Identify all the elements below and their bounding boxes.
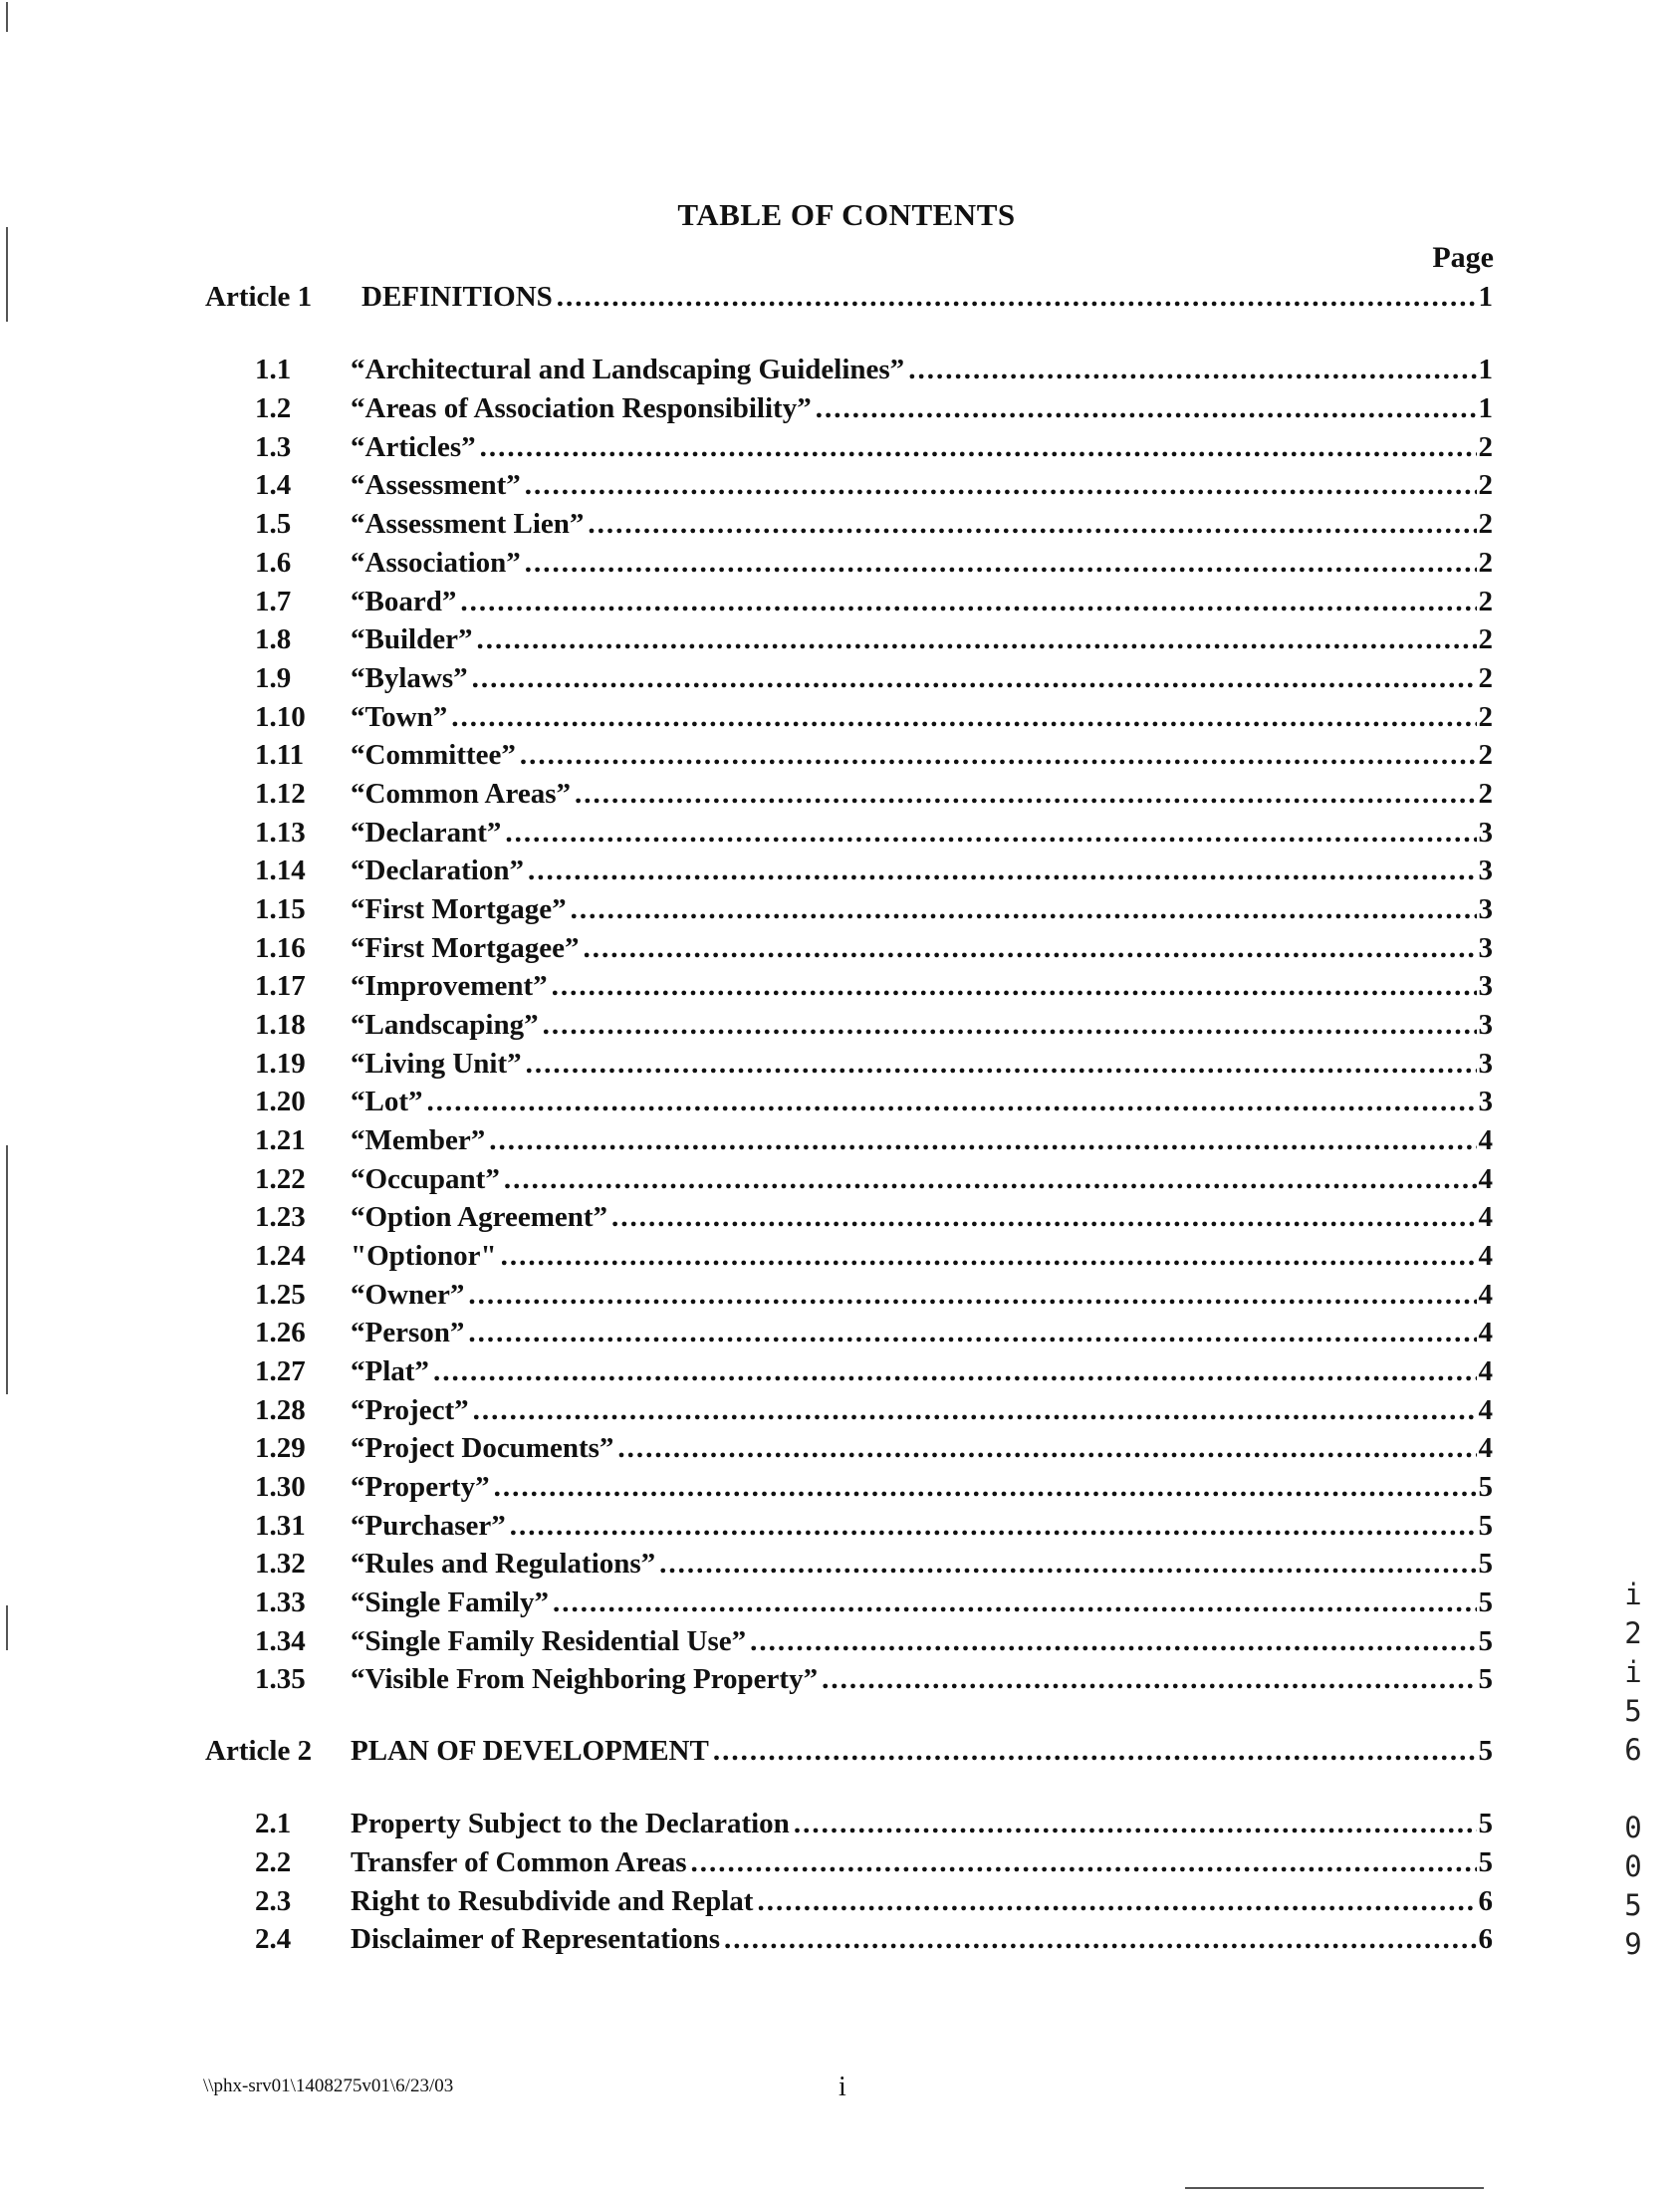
toc-section-row (255, 1394, 1493, 1432)
toc-dot-leader (549, 1586, 1477, 1619)
toc-entry-number: 1.12 (255, 778, 306, 810)
toc-dot-leader (476, 431, 1477, 464)
toc-entry-label: “Living Unit” (351, 1048, 522, 1080)
toc-dot-leader (429, 1355, 1477, 1388)
toc-entry-number: 1.14 (255, 854, 306, 886)
toc-entry-page: 2 (1478, 662, 1493, 694)
toc-entry-page: 5 (1478, 1510, 1493, 1542)
toc-dot-leader (567, 893, 1477, 926)
toc-entry-label: “Architectural and Landscaping Guidelines” (351, 354, 905, 385)
toc-entry-number: 1.28 (255, 1394, 306, 1426)
toc-entry-page: 3 (1478, 1048, 1493, 1080)
toc-entry-label: “Improvement” (351, 970, 548, 1002)
toc-entry-page: 2 (1478, 431, 1493, 463)
toc-dot-leader (709, 1735, 1477, 1768)
toc-entry-label: “Project” (351, 1394, 469, 1426)
toc-section-row (255, 1124, 1493, 1162)
toc-dot-leader (904, 354, 1476, 386)
toc-entry-label: “Assessment” (351, 469, 521, 501)
toc-entry-number: 1.13 (255, 817, 306, 849)
toc-entry-label: “Town” (351, 701, 448, 733)
toc-dot-leader (464, 1317, 1476, 1349)
toc-entry-number: 1.22 (255, 1163, 306, 1195)
toc-entry-number: 1.1 (255, 354, 292, 385)
toc-title: TABLE OF CONTENTS (677, 197, 1016, 232)
toc-entry-number: 1.15 (255, 893, 306, 925)
toc-entry-label: “Areas of Association Responsibility” (351, 392, 812, 424)
toc-entry-page: 3 (1478, 1009, 1493, 1041)
toc-section-row (255, 508, 1493, 546)
toc-entry-label: “Builder” (351, 623, 473, 655)
toc-section-row (255, 854, 1493, 892)
toc-entry-number: 1.21 (255, 1124, 306, 1156)
toc-entry-page: 5 (1478, 1663, 1493, 1695)
toc-entry-number: 1.5 (255, 508, 292, 540)
toc-entry-number: 1.31 (255, 1510, 306, 1542)
toc-entry-number: 1.11 (255, 739, 305, 771)
toc-entry-page: 4 (1478, 1432, 1493, 1464)
toc-entry-page: 2 (1478, 547, 1493, 579)
toc-entry-label: “Declarant” (351, 817, 502, 849)
toc-entry-page: 5 (1478, 1548, 1493, 1580)
toc-entry-page: 6 (1478, 1885, 1493, 1917)
toc-entry-page: 2 (1478, 623, 1493, 655)
toc-entry-page: 3 (1478, 1086, 1493, 1117)
stamp-character: 0 (1624, 1849, 1642, 1883)
toc-entry-number: Article 1 (205, 281, 313, 313)
toc-entry-label: “Common Areas” (351, 778, 571, 810)
toc-section-row (255, 1355, 1493, 1393)
toc-section-row (255, 469, 1493, 507)
toc-entry-number: 1.24 (255, 1240, 306, 1272)
toc-entry-page: 2 (1478, 778, 1493, 810)
toc-dot-leader (522, 1048, 1477, 1081)
toc-dot-leader (469, 1394, 1477, 1427)
toc-dot-leader (720, 1923, 1476, 1956)
toc-section-row (255, 623, 1493, 661)
toc-dot-leader (472, 623, 1476, 656)
toc-section-row (255, 1240, 1493, 1278)
toc-entry-number: 1.33 (255, 1586, 306, 1618)
scan-mark (6, 227, 8, 322)
toc-dot-leader (423, 1086, 1477, 1118)
toc-entry-number: 1.27 (255, 1355, 306, 1387)
toc-dot-leader (501, 817, 1476, 850)
toc-dot-leader (553, 281, 1477, 314)
toc-entry-page: 5 (1478, 1735, 1493, 1767)
toc-entry-label: “Single Family Residential Use” (351, 1625, 747, 1657)
toc-entry-number: 1.30 (255, 1471, 306, 1503)
toc-section-row (255, 1625, 1493, 1663)
toc-section-row (255, 1009, 1493, 1047)
toc-entry-page: 3 (1478, 932, 1493, 964)
toc-dot-leader (548, 970, 1477, 1003)
toc-dot-leader (539, 1009, 1477, 1042)
side-recording-stamp (1615, 1576, 1651, 1964)
toc-entry-label: Right to Resubdivide and Replat (351, 1885, 754, 1917)
toc-dot-leader (790, 1808, 1477, 1840)
toc-entry-number: 2.1 (255, 1808, 292, 1839)
toc-entry-number: 2.3 (255, 1885, 292, 1917)
scan-mark (6, 1145, 8, 1394)
toc-dot-leader (447, 701, 1476, 734)
toc-section-row (255, 1846, 1493, 1884)
toc-section-row (255, 1201, 1493, 1239)
toc-dot-leader (746, 1625, 1476, 1658)
toc-section-row (255, 1086, 1493, 1123)
toc-entry-number: 1.3 (255, 431, 292, 463)
toc-entry-label: “First Mortgage” (351, 893, 567, 925)
toc-entry-page: 4 (1478, 1394, 1493, 1426)
toc-entry-number: 1.9 (255, 662, 292, 694)
toc-entry-page: 2 (1478, 508, 1493, 540)
toc-entry-label: Disclaimer of Representations (351, 1923, 721, 1955)
toc-section-row (255, 970, 1493, 1008)
toc-section-row (255, 932, 1493, 970)
toc-entry-number: 1.16 (255, 932, 306, 964)
toc-dot-leader (490, 1471, 1477, 1504)
toc-entry-page: 4 (1478, 1201, 1493, 1233)
toc-entry-label: “Rules and Regulations” (351, 1548, 656, 1580)
toc-section-row (255, 1548, 1493, 1586)
stamp-character: 6 (1624, 1733, 1642, 1767)
toc-section-row (255, 1432, 1493, 1470)
toc-section-row (255, 1923, 1493, 1961)
stamp-character: 9 (1624, 1927, 1642, 1961)
toc-entry-number: 1.6 (255, 547, 292, 579)
toc-entry-page: 5 (1478, 1625, 1493, 1657)
stamp-character: i (1624, 1578, 1642, 1611)
toc-entry-number: 1.8 (255, 623, 292, 655)
toc-dot-leader (571, 778, 1477, 811)
toc-entry-page: 1 (1478, 392, 1493, 424)
toc-section-row (255, 1471, 1493, 1509)
toc-section-row (255, 701, 1493, 739)
toc-entry-label: “Member” (351, 1124, 486, 1156)
toc-entry-page: 3 (1478, 970, 1493, 1002)
toc-entry-page: 2 (1478, 701, 1493, 733)
toc-section-row (255, 1663, 1493, 1701)
toc-entry-page: 5 (1478, 1846, 1493, 1878)
toc-dot-leader (818, 1663, 1476, 1696)
toc-entry-page: 3 (1478, 893, 1493, 925)
page-column-header: Page (1432, 241, 1494, 274)
stamp-character (1615, 1770, 1651, 1809)
toc-entry-label: “Single Family” (351, 1586, 549, 1618)
toc-section-row (255, 1510, 1493, 1548)
toc-section-row (255, 739, 1493, 777)
toc-entry-number: 1.7 (255, 586, 292, 617)
toc-dot-leader (464, 1279, 1476, 1312)
toc-entry-page: 4 (1478, 1163, 1493, 1195)
toc-dot-leader (524, 854, 1477, 887)
toc-dot-leader (506, 1510, 1477, 1543)
stamp-character: 2 (1624, 1616, 1642, 1650)
toc-section-row (255, 1885, 1493, 1923)
toc-section-row (255, 431, 1493, 469)
toc-entry-label: “Committee” (351, 739, 516, 771)
toc-entry-label: “Association” (351, 547, 521, 579)
toc-entry-page: 4 (1478, 1317, 1493, 1348)
toc-entry-number: 1.4 (255, 469, 292, 501)
toc-entry-number: 1.29 (255, 1432, 306, 1464)
toc-entry-page: 6 (1478, 1923, 1493, 1955)
toc-section-row (255, 1048, 1493, 1086)
toc-entry-label: Property Subject to the Declaration (351, 1808, 790, 1839)
toc-entry-number: Article 2 (205, 1735, 313, 1767)
toc-entry-page: 4 (1478, 1279, 1493, 1311)
scan-mark (6, 1605, 8, 1650)
toc-section-row (255, 1279, 1493, 1317)
toc-entry-label: “Property” (351, 1471, 490, 1503)
toc-entry-page: 5 (1478, 1808, 1493, 1839)
stamp-character: i (1624, 1655, 1642, 1689)
toc-entry-label: “Person” (351, 1317, 465, 1348)
toc-entry-number: 1.10 (255, 701, 306, 733)
toc-entry-number: 1.34 (255, 1625, 306, 1657)
toc-entry-page: 5 (1478, 1471, 1493, 1503)
toc-dot-leader (579, 932, 1476, 965)
toc-section-row (255, 893, 1493, 931)
toc-entry-number: 1.18 (255, 1009, 306, 1041)
toc-entry-label: “Option Agreement” (351, 1201, 608, 1233)
toc-entry-label: “Visible From Neighboring Property” (351, 1663, 819, 1695)
toc-entry-label: “Project Documents” (351, 1432, 614, 1464)
toc-entry-label: Transfer of Common Areas (351, 1846, 687, 1878)
toc-entry-page: 4 (1478, 1355, 1493, 1387)
toc-entry-label: DEFINITIONS (361, 281, 553, 313)
toc-dot-leader (497, 1240, 1477, 1273)
scan-mark (6, 2, 8, 32)
footer-page-number: i (839, 2072, 846, 2102)
toc-dot-leader (521, 547, 1477, 580)
toc-entry-number: 1.20 (255, 1086, 306, 1117)
toc-dot-leader (812, 392, 1477, 425)
toc-entry-label: “Assessment Lien” (351, 508, 585, 540)
toc-dot-leader (500, 1163, 1477, 1196)
toc-entry-label: "Optionor" (351, 1240, 497, 1272)
footer-document-path: \\phx-srv01\1408275v01\6/23/03 (203, 2075, 454, 2096)
toc-dot-leader (485, 1124, 1476, 1157)
toc-entry-label: “Board” (351, 586, 457, 617)
toc-entry-label: “Lot” (351, 1086, 423, 1117)
toc-entry-page: 3 (1478, 817, 1493, 849)
toc-section-row (255, 392, 1493, 430)
toc-entry-number: 1.35 (255, 1663, 306, 1695)
toc-section-row (255, 662, 1493, 700)
toc-entry-page: 2 (1478, 469, 1493, 501)
stamp-character: 0 (1624, 1811, 1642, 1844)
toc-entry-label: “Declaration” (351, 854, 524, 886)
toc-dot-leader (655, 1548, 1476, 1581)
toc-section-row (255, 1163, 1493, 1201)
toc-dot-leader (584, 508, 1476, 541)
toc-entry-page: 1 (1478, 354, 1493, 385)
toc-entry-number: 1.2 (255, 392, 292, 424)
toc-entry-label: “Occupant” (351, 1163, 500, 1195)
toc-entry-number: 1.17 (255, 970, 306, 1002)
toc-section-row (255, 354, 1493, 391)
toc-entry-label: “Bylaws” (351, 662, 468, 694)
toc-dot-leader (468, 662, 1477, 695)
toc-section-row (255, 586, 1493, 623)
toc-dot-leader (613, 1432, 1476, 1465)
toc-entry-label: “Articles” (351, 431, 476, 463)
stamp-character: 5 (1624, 1888, 1642, 1922)
toc-dot-leader (607, 1201, 1476, 1234)
stamp-character: 5 (1624, 1694, 1642, 1728)
toc-entry-label: “First Mortgagee” (351, 932, 580, 964)
toc-article-row (205, 1735, 1493, 1773)
toc-entry-label: “Purchaser” (351, 1510, 506, 1542)
toc-entry-label: “Plat” (351, 1355, 429, 1387)
toc-entry-page: 5 (1478, 1586, 1493, 1618)
toc-entry-page: 3 (1478, 854, 1493, 886)
toc-entry-page: 2 (1478, 739, 1493, 771)
toc-article-row (205, 281, 1493, 319)
toc-entry-number: 1.26 (255, 1317, 306, 1348)
toc-dot-leader (521, 469, 1477, 502)
toc-dot-leader (456, 586, 1476, 618)
toc-entry-label: PLAN OF DEVELOPMENT (351, 1735, 709, 1767)
toc-entry-page: 4 (1478, 1124, 1493, 1156)
toc-entry-number: 2.4 (255, 1923, 292, 1955)
toc-entry-number: 2.2 (255, 1846, 292, 1878)
toc-dot-leader (687, 1846, 1477, 1879)
toc-dot-leader (753, 1885, 1476, 1918)
footer-rule (1185, 2187, 1484, 2189)
toc-section-row (255, 778, 1493, 816)
toc-section-row (255, 1586, 1493, 1624)
toc-entry-page: 1 (1478, 281, 1493, 313)
toc-entry-label: “Landscaping” (351, 1009, 539, 1041)
toc-entry-page: 2 (1478, 586, 1493, 617)
toc-entry-number: 1.25 (255, 1279, 306, 1311)
toc-section-row (255, 1317, 1493, 1354)
toc-entry-number: 1.32 (255, 1548, 306, 1580)
toc-entry-page: 4 (1478, 1240, 1493, 1272)
toc-section-row (255, 1808, 1493, 1845)
toc-section-row (255, 547, 1493, 585)
toc-entry-label: “Owner” (351, 1279, 465, 1311)
toc-dot-leader (516, 739, 1477, 772)
toc-entry-number: 1.23 (255, 1201, 306, 1233)
toc-entry-number: 1.19 (255, 1048, 306, 1080)
toc-section-row (255, 817, 1493, 854)
